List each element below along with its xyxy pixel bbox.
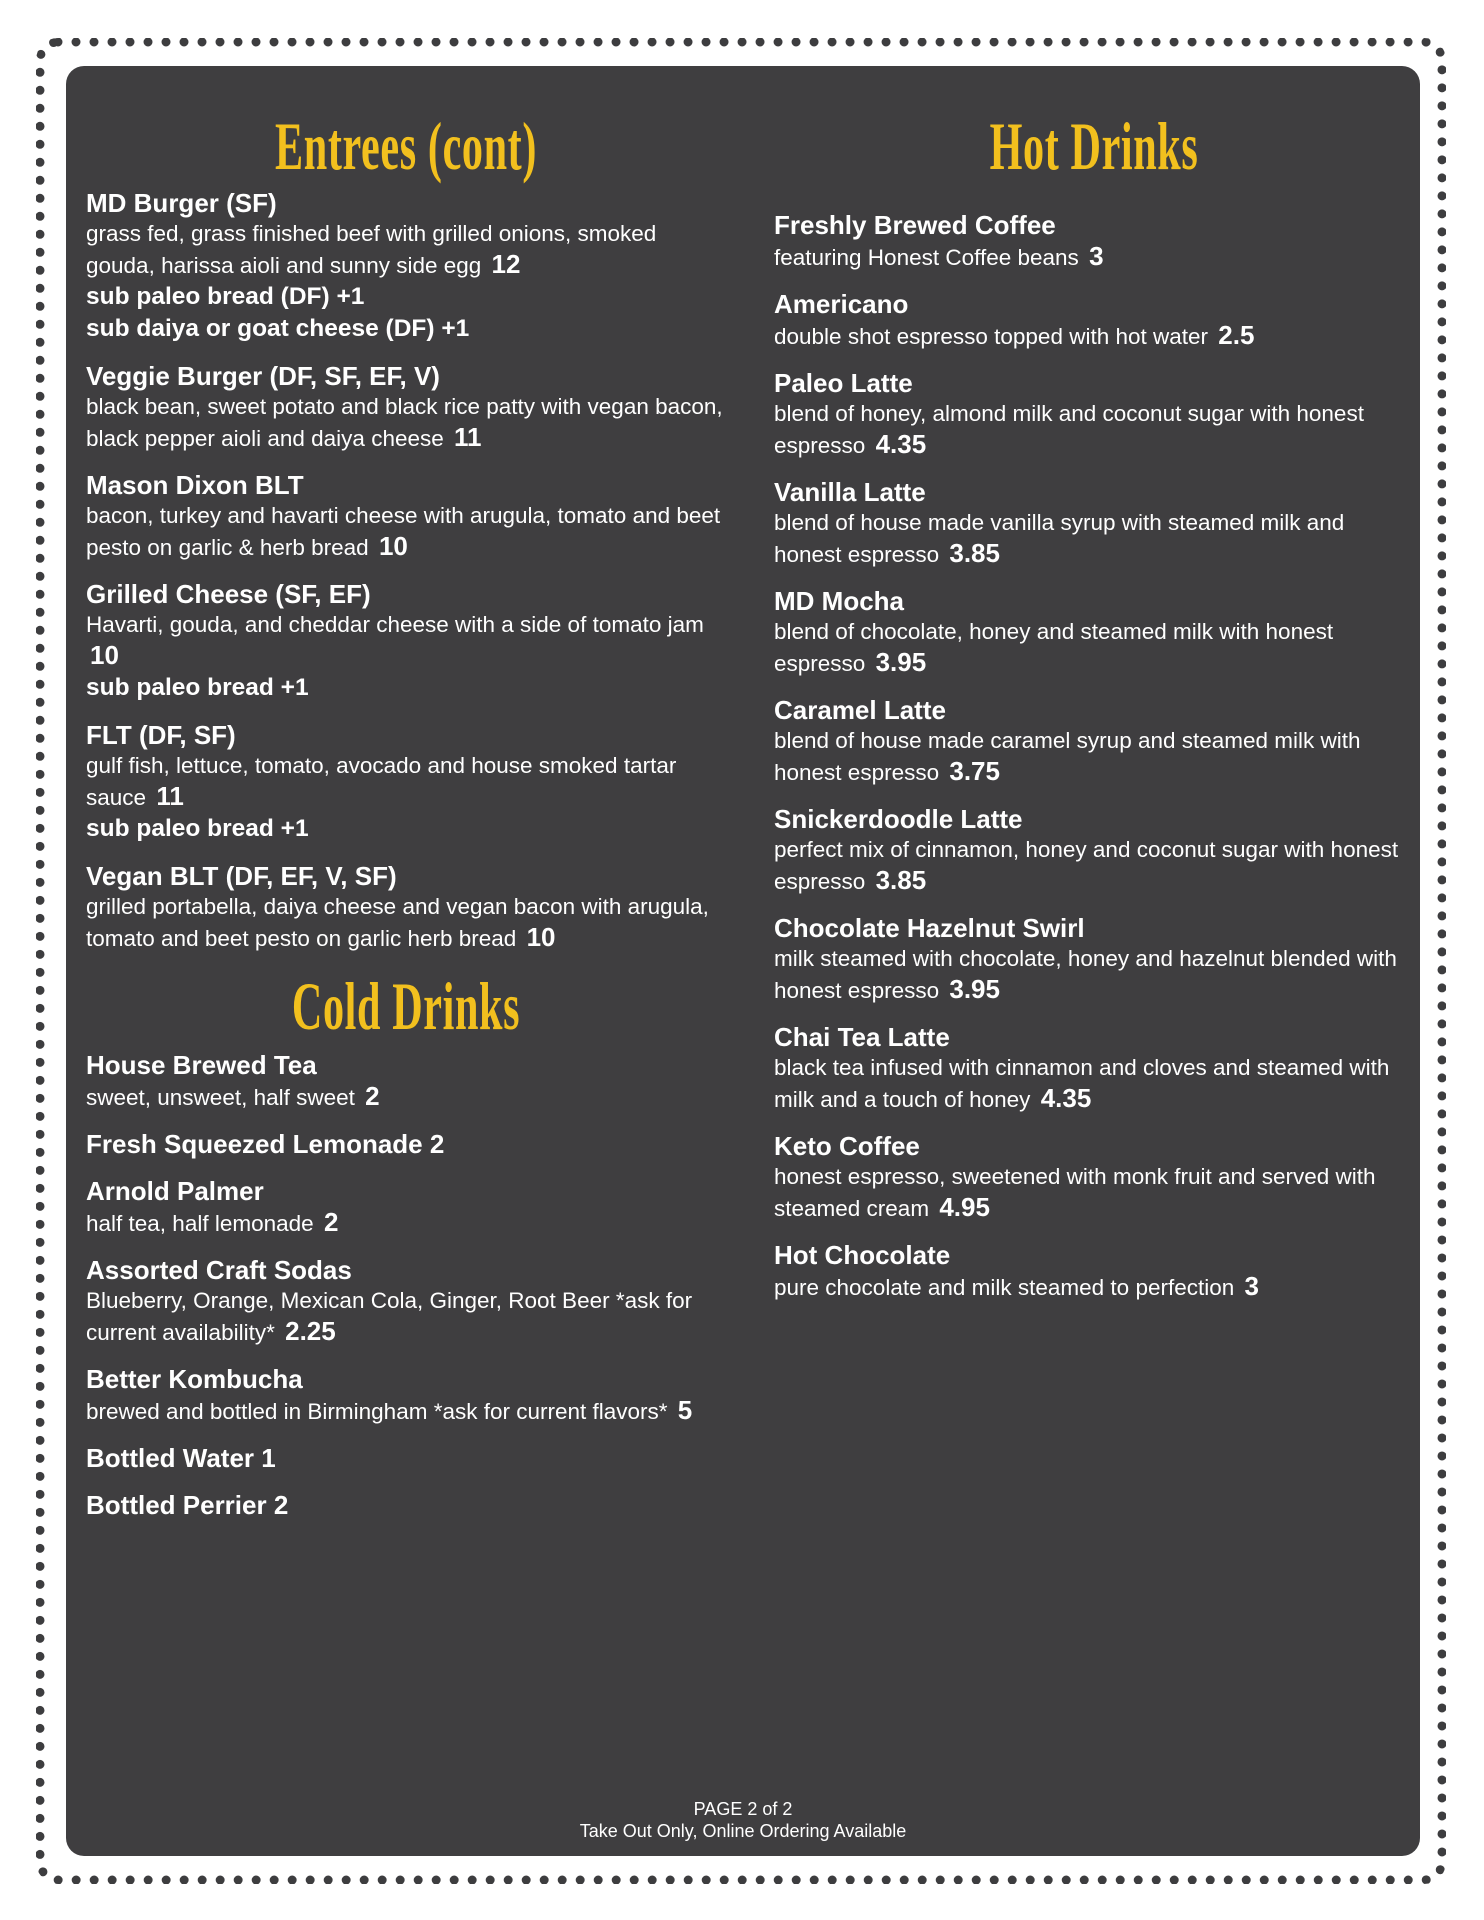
- item-name: Better Kombucha: [86, 1364, 303, 1394]
- menu-item: [774, 1022, 1414, 1115]
- hot-drinks-list: [774, 210, 1414, 1303]
- item-description-text: Blueberry, Orange, Mexican Cola, Ginger, Root Beer *ask for current availability*: [86, 1288, 693, 1345]
- item-name: Bottled Water 1: [86, 1443, 276, 1473]
- item-price: 4.35: [875, 429, 927, 459]
- item-substitution: sub daiya or goat cheese (DF) +1: [86, 315, 470, 342]
- menu-item: [86, 361, 726, 454]
- item-description: [774, 1053, 1414, 1115]
- item-price: 2.5: [1218, 320, 1255, 350]
- item-description-text: blend of chocolate, honey and steamed milk with honest espresso: [774, 619, 1334, 676]
- item-description-text: grass fed, grass finished beef with grilled onions, smoked gouda, harissa aioli and sunny side egg: [86, 221, 657, 278]
- item-name: Grilled Cheese (SF, EF): [86, 579, 371, 609]
- item-description: [86, 392, 726, 454]
- item-description: [774, 944, 1414, 1006]
- item-name: Chai Tea Latte: [774, 1022, 950, 1052]
- item-description-text: gulf fish, lettuce, tomato, avocado and house smoked tartar sauce: [86, 753, 677, 810]
- item-price: 3.95: [949, 974, 1000, 1004]
- item-description-text: blend of house made vanilla syrup with steamed milk and honest espresso: [774, 510, 1345, 567]
- item-description: [774, 726, 1414, 788]
- item-price: 11: [156, 781, 184, 811]
- menu-item: [86, 720, 726, 845]
- item-description-text: blend of house made caramel syrup and steamed milk with honest espresso: [774, 728, 1361, 785]
- item-substitution: sub paleo bread +1: [86, 815, 309, 842]
- item-price: 3.95: [875, 647, 927, 677]
- right-column: [774, 66, 1414, 1319]
- menu-panel: [66, 66, 1420, 1856]
- item-name: Bottled Perrier 2: [86, 1490, 289, 1520]
- section-title-entrees: Entrees (cont): [275, 108, 537, 184]
- menu-item: [86, 1255, 726, 1348]
- item-description: [774, 835, 1414, 897]
- item-price: 4.95: [939, 1192, 990, 1222]
- item-description-text: black bean, sweet potato and black rice patty with vegan bacon, black pepper aioli and daiya cheese: [86, 394, 723, 451]
- item-description: [86, 1081, 726, 1113]
- menu-item: [774, 289, 1414, 352]
- item-description-text: half tea, half lemonade: [86, 1211, 314, 1236]
- item-price: 3: [1244, 1271, 1259, 1301]
- page-number: PAGE 2 of 2: [693, 1799, 793, 1819]
- menu-item: [774, 804, 1414, 897]
- item-price: 11: [454, 422, 482, 452]
- item-description-text: black tea infused with cinnamon and cloves and steamed with milk and a touch of honey: [774, 1055, 1390, 1112]
- item-price: 10: [526, 922, 556, 952]
- item-description: [86, 219, 726, 281]
- cold-drinks-list: [86, 1050, 726, 1521]
- item-price: 3.75: [949, 756, 1000, 786]
- item-name: Fresh Squeezed Lemonade 2: [86, 1129, 445, 1159]
- item-description-text: perfect mix of cinnamon, honey and coconut sugar with honest espresso: [774, 837, 1399, 894]
- item-price: 3.85: [949, 538, 1000, 568]
- item-name: Arnold Palmer: [86, 1176, 264, 1206]
- menu-item: [86, 1490, 726, 1521]
- page-footer: [66, 1798, 1420, 1842]
- item-price: 3.85: [875, 865, 927, 895]
- item-name: Veggie Burger (DF, SF, EF, V): [86, 361, 440, 391]
- item-description: [774, 617, 1414, 679]
- item-price: 10: [90, 640, 119, 670]
- item-description: [86, 892, 726, 954]
- item-description: [86, 610, 726, 672]
- item-description-text: grilled portabella, daiya cheese and vegan bacon with arugula, tomato and beet pesto on garlic herb bread: [86, 894, 709, 951]
- item-description-text: milk steamed with chocolate, honey and hazelnut blended with honest espresso: [774, 946, 1397, 1003]
- item-description-text: sweet, unsweet, half sweet: [86, 1085, 355, 1110]
- item-name: Assorted Craft Sodas: [86, 1255, 352, 1285]
- item-description: [774, 1271, 1414, 1303]
- menu-item: [774, 586, 1414, 679]
- item-description-text: double shot espresso topped with hot water: [774, 324, 1209, 349]
- item-description-text: bacon, turkey and havarti cheese with arugula, tomato and beet pesto on garlic & herb bread: [86, 503, 721, 560]
- item-price: 2: [323, 1207, 339, 1237]
- item-description-text: honest espresso, sweetened with monk fruit and served with steamed cream: [774, 1164, 1376, 1221]
- menu-item: [86, 1129, 726, 1160]
- item-description-text: featuring Honest Coffee beans: [774, 245, 1079, 270]
- item-description: [86, 1207, 726, 1239]
- item-name: Keto Coffee: [774, 1131, 920, 1161]
- item-substitution: sub paleo bread +1: [86, 674, 309, 701]
- item-price: 2: [365, 1081, 380, 1111]
- menu-item: [86, 579, 726, 704]
- item-description-text: brewed and bottled in Birmingham *ask for current flavors*: [86, 1399, 668, 1424]
- menu-item: [86, 470, 726, 563]
- item-name: Hot Chocolate: [774, 1240, 951, 1270]
- item-description: [774, 320, 1414, 352]
- menu-item: [774, 1240, 1414, 1303]
- item-price: 12: [491, 249, 521, 279]
- item-price: 10: [378, 531, 408, 561]
- item-description: [86, 751, 726, 813]
- menu-item: [774, 368, 1414, 461]
- item-name: MD Mocha: [774, 586, 904, 616]
- item-description: [86, 501, 726, 563]
- item-name: House Brewed Tea: [86, 1050, 317, 1080]
- menu-item: [86, 188, 726, 345]
- item-description: [86, 1286, 726, 1348]
- section-title-hot-drinks: Hot Drinks: [989, 108, 1199, 184]
- item-description-text: pure chocolate and milk steamed to perfection: [774, 1275, 1235, 1300]
- item-name: Vegan BLT (DF, EF, V, SF): [86, 861, 397, 891]
- menu-item: [86, 1050, 726, 1113]
- item-name: Caramel Latte: [774, 695, 946, 725]
- item-description-text: Havarti, gouda, and cheddar cheese with a side of tomato jam: [86, 612, 704, 637]
- item-name: Freshly Brewed Coffee: [774, 210, 1056, 240]
- menu-item: [86, 1443, 726, 1474]
- item-price: 4.35: [1040, 1083, 1092, 1113]
- item-substitution: sub paleo bread (DF) +1: [86, 283, 365, 310]
- item-price: 3: [1089, 241, 1104, 271]
- menu-item: [86, 1176, 726, 1239]
- item-name: MD Burger (SF): [86, 188, 277, 218]
- item-name: Paleo Latte: [774, 368, 913, 398]
- entrees-list: [86, 188, 726, 954]
- menu-item: [774, 477, 1414, 570]
- item-description: [774, 399, 1414, 461]
- item-description-text: blend of honey, almond milk and coconut sugar with honest espresso: [774, 401, 1364, 458]
- menu-item: [86, 1364, 726, 1427]
- item-name: Snickerdoodle Latte: [774, 804, 1023, 834]
- item-name: Mason Dixon BLT: [86, 470, 304, 500]
- item-description: [86, 1395, 726, 1427]
- menu-item: [774, 913, 1414, 1006]
- item-price: 5: [677, 1395, 693, 1425]
- menu-item: [86, 861, 726, 954]
- section-title-cold-drinks: Cold Drinks: [291, 968, 521, 1044]
- item-name: Americano: [774, 289, 909, 319]
- item-name: FLT (DF, SF): [86, 720, 236, 750]
- left-column: [86, 66, 726, 1537]
- item-name: Vanilla Latte: [774, 477, 926, 507]
- item-price: 2.25: [285, 1316, 336, 1346]
- menu-item: [774, 695, 1414, 788]
- item-description: [774, 1162, 1414, 1224]
- item-description: [774, 508, 1414, 570]
- item-description: [774, 241, 1414, 273]
- item-name: Chocolate Hazelnut Swirl: [774, 913, 1085, 943]
- menu-item: [774, 210, 1414, 273]
- footer-note: Take Out Only, Online Ordering Available: [579, 1821, 907, 1841]
- menu-item: [774, 1131, 1414, 1224]
